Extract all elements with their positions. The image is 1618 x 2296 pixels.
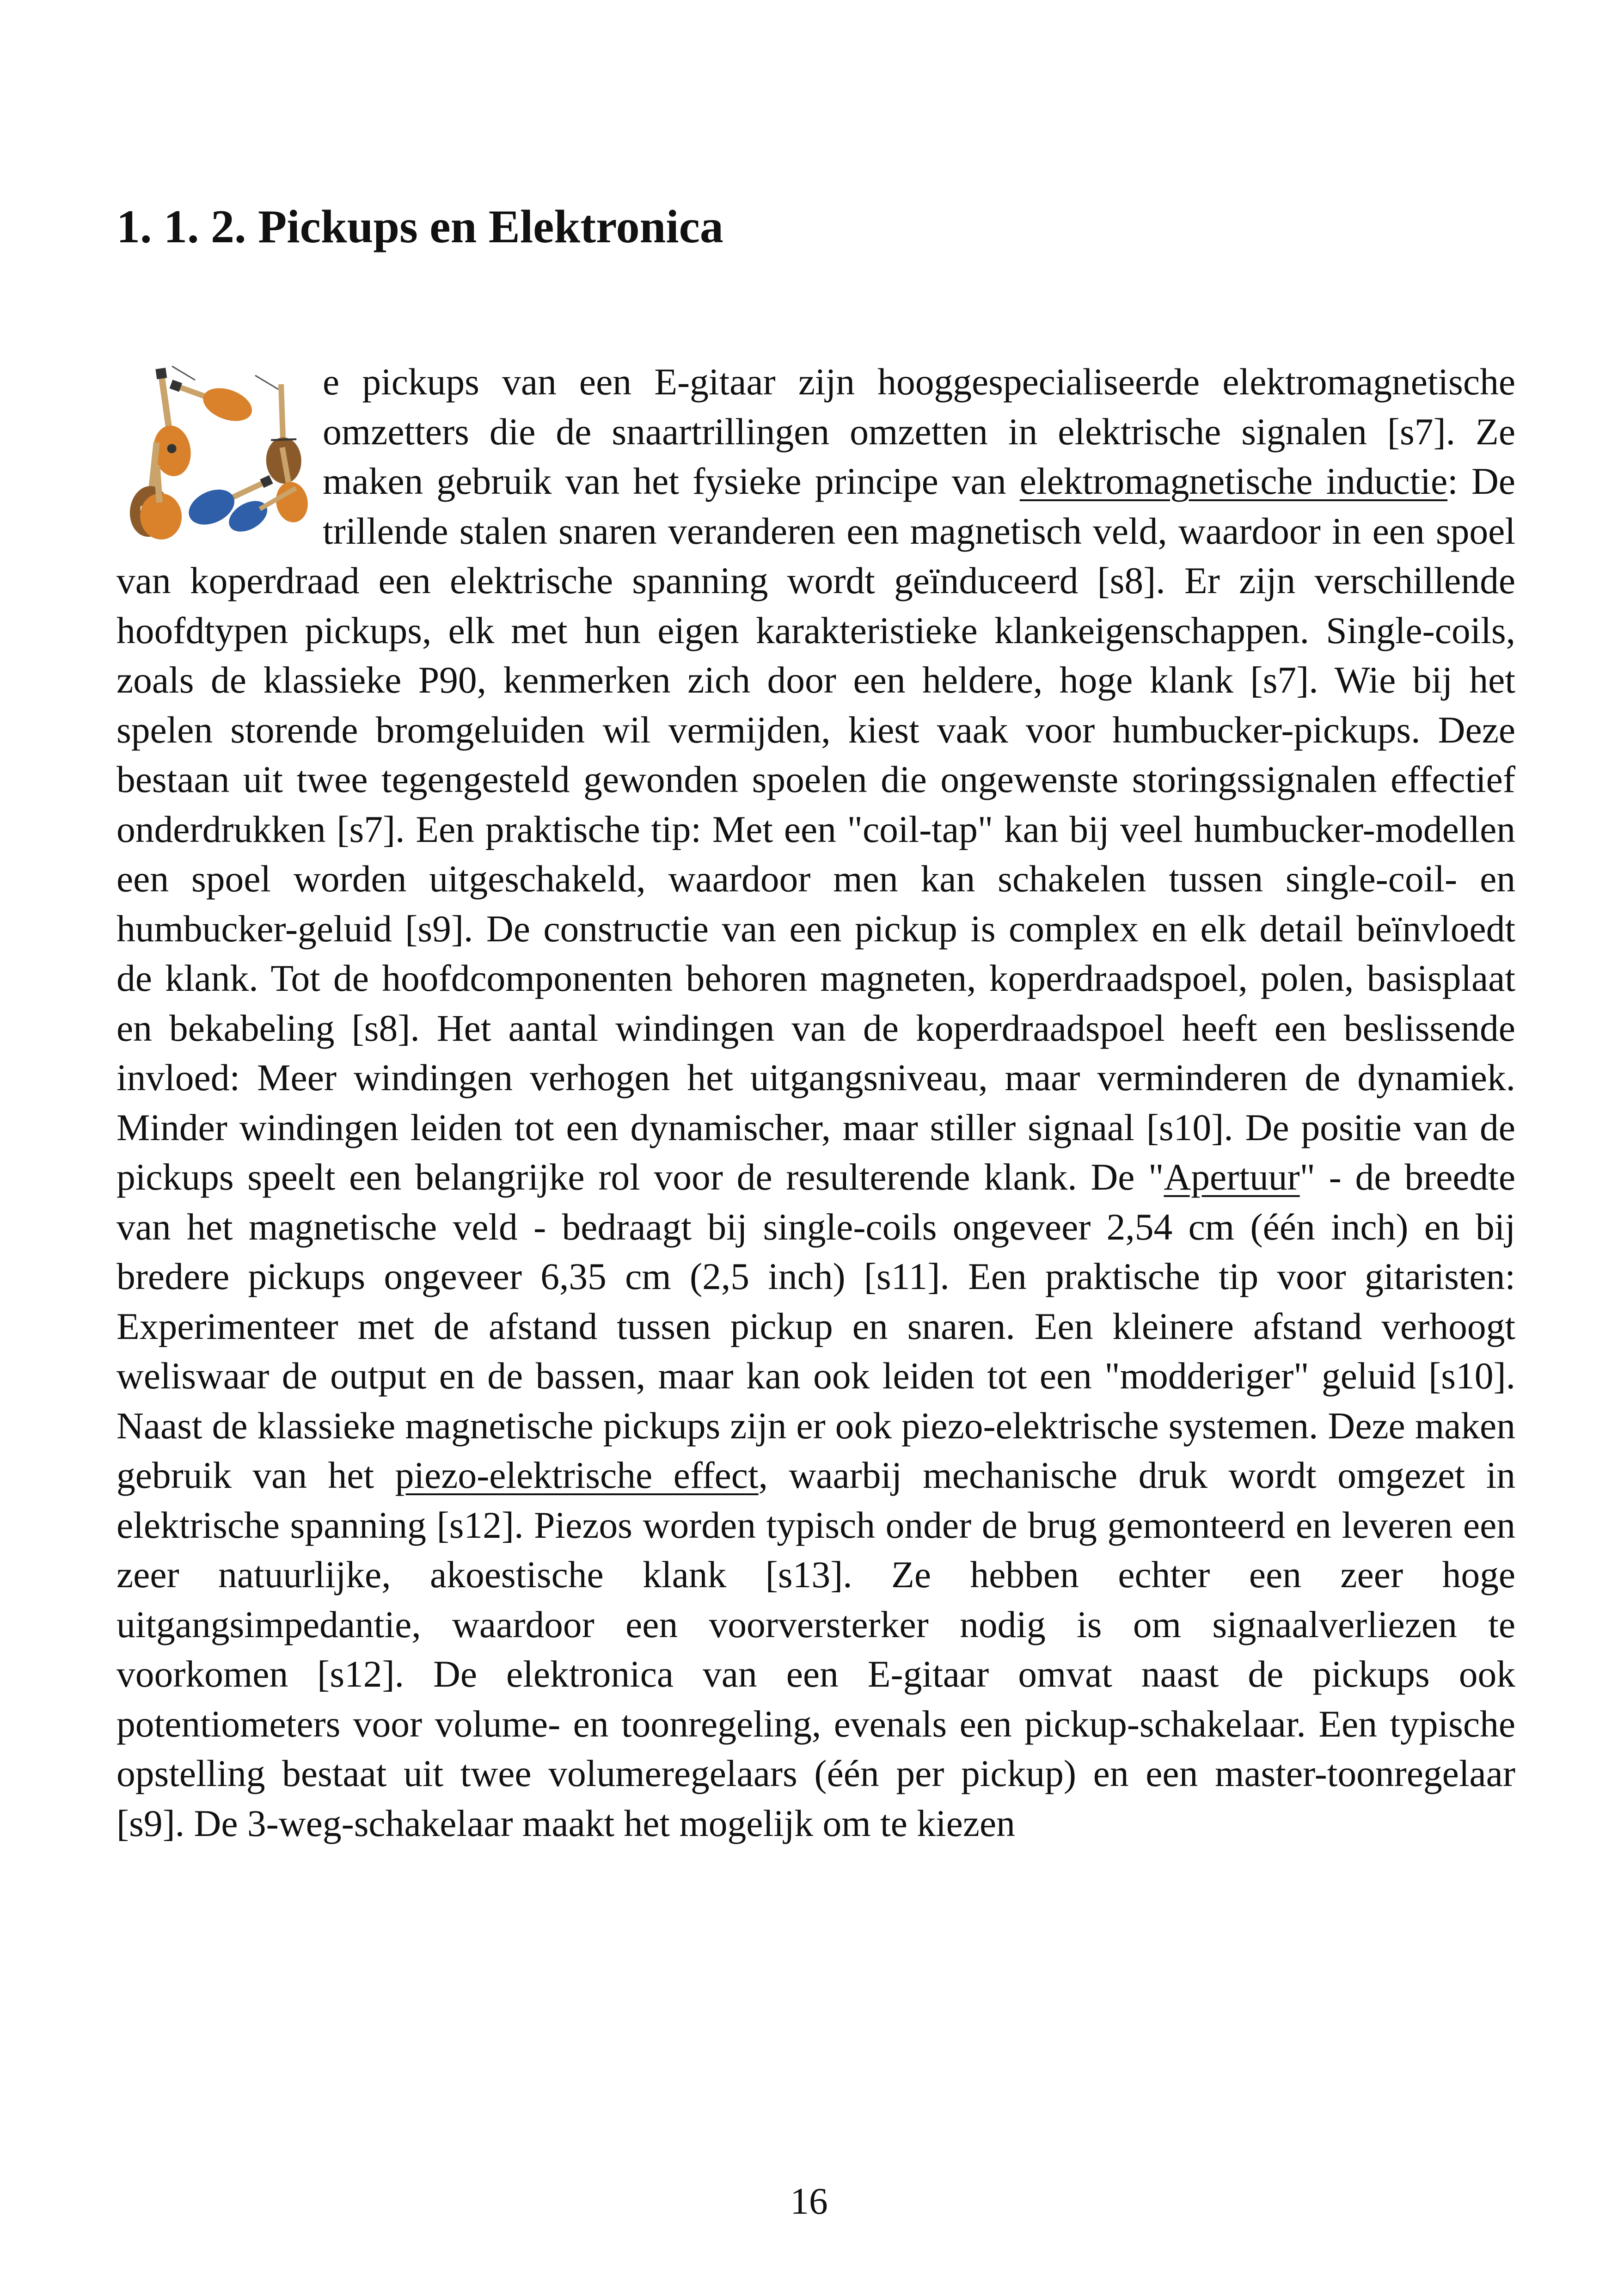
- link-piezo-elektrische-effect[interactable]: piezo-elektrische effect: [395, 1454, 759, 1496]
- section-heading: 1. 1. 2. Pickups en Elektronica: [116, 201, 723, 253]
- dropcap-guitar-collage: [116, 357, 313, 546]
- body-paragraph: [116, 357, 1515, 1848]
- link-elektromagnetische-inductie[interactable]: elektromagnetische inductie: [1019, 460, 1448, 502]
- paragraph-text-4: , waarbij mechanische druk wordt omgezet in elektrische spanning [s12]. Piezos worden typisch onder de brug gemonteerd en leveren een zeer natuurlijke, akoestische klank [s13]. Ze hebben echter een zeer hoge uitgangsimpedantie, waardoor een voorversterker nodig is om signaalverliezen te voorkomen [s12]. De elektronica van een E-gitaar omvat naast de pickups ook potentiometers voor volume- en toonregeling, evenals een pickup-schakelaar. Een typische opstelling bestaat uit twee volumeregelaars (één per pickup) en een master-toonregelaar [s9]. De 3-weg-schakelaar maakt het mogelijk om te kiezen: [116, 1454, 1515, 1844]
- link-apertuur[interactable]: Apertuur: [1164, 1156, 1300, 1198]
- guitar-letter-d-image: [116, 357, 313, 546]
- paragraph-text-3: " - de breedte van het magnetische veld - bedraagt bij single-coils ongeveer 2,54 cm (één inch) en bij bredere pickups ongeveer 6,35 cm (2,5 inch) [s11]. Een praktische tip voor gitaristen: Experimenteer met de afstand tussen pickup en snaren. Een kleinere afstand verhoogt weliswaar de output en de bassen, maar kan ook leiden tot een "modderiger" geluid [s10]. Naast de klassieke magnetische pickups zijn er ook piezo-elektrische systemen. Deze maken gebruik van het: [116, 1156, 1516, 1496]
- paragraph-text-1: e pickups van een E-gitaar zijn hooggespecialiseerde elektromagnetische omzetters die de snaartrillingen omzetten in elektrische signalen [s7]. Ze maken gebruik van het fysieke principe van: [323, 361, 1515, 502]
- page-number: 16: [790, 2180, 828, 2222]
- paragraph-text-2: : De trillende stalen snaren veranderen een magnetisch veld, waardoor in een spoel van koperdraad een elektrische spanning wordt geïnduceerd [s8]. Er zijn verschillende hoofdtypen pickups, elk met hun eigen karakteristieke klankeigenschappen. Single-coils, zoals de klassieke P90, kenmerken zich door een heldere, hoge klank [s7]. Wie bij het spelen storende bromgeluiden wil vermijden, kiest vaak voor humbucker-pickups. Deze bestaan uit twee tegengesteld gewonden spoelen die ongewenste storingssignalen effectief onderdrukken [s7]. Een praktische tip: Met een "coil-tap" kan bij veel humbucker-modellen een spoel worden uitgeschakeld, waardoor men kan schakelen tussen single-coil- en humbucker-geluid [s9]. De constructie van een pickup is complex en elk detail beïnvloedt de klank. Tot de hoofdcomponenten behoren magneten, koperdraadspoel, polen, basisplaat en bekabeling [s8]. Het aantal windingen van de koperdraadspoel heeft een beslissende invloed: Meer windingen verhogen het uitgangsniveau, maar verminderen de dynamiek. Minder windingen leiden tot een dynamischer, maar stiller signaal [s10]. De positie van de pickups speelt een belangrijke rol voor de resulterende klank. De ": [116, 460, 1515, 1198]
